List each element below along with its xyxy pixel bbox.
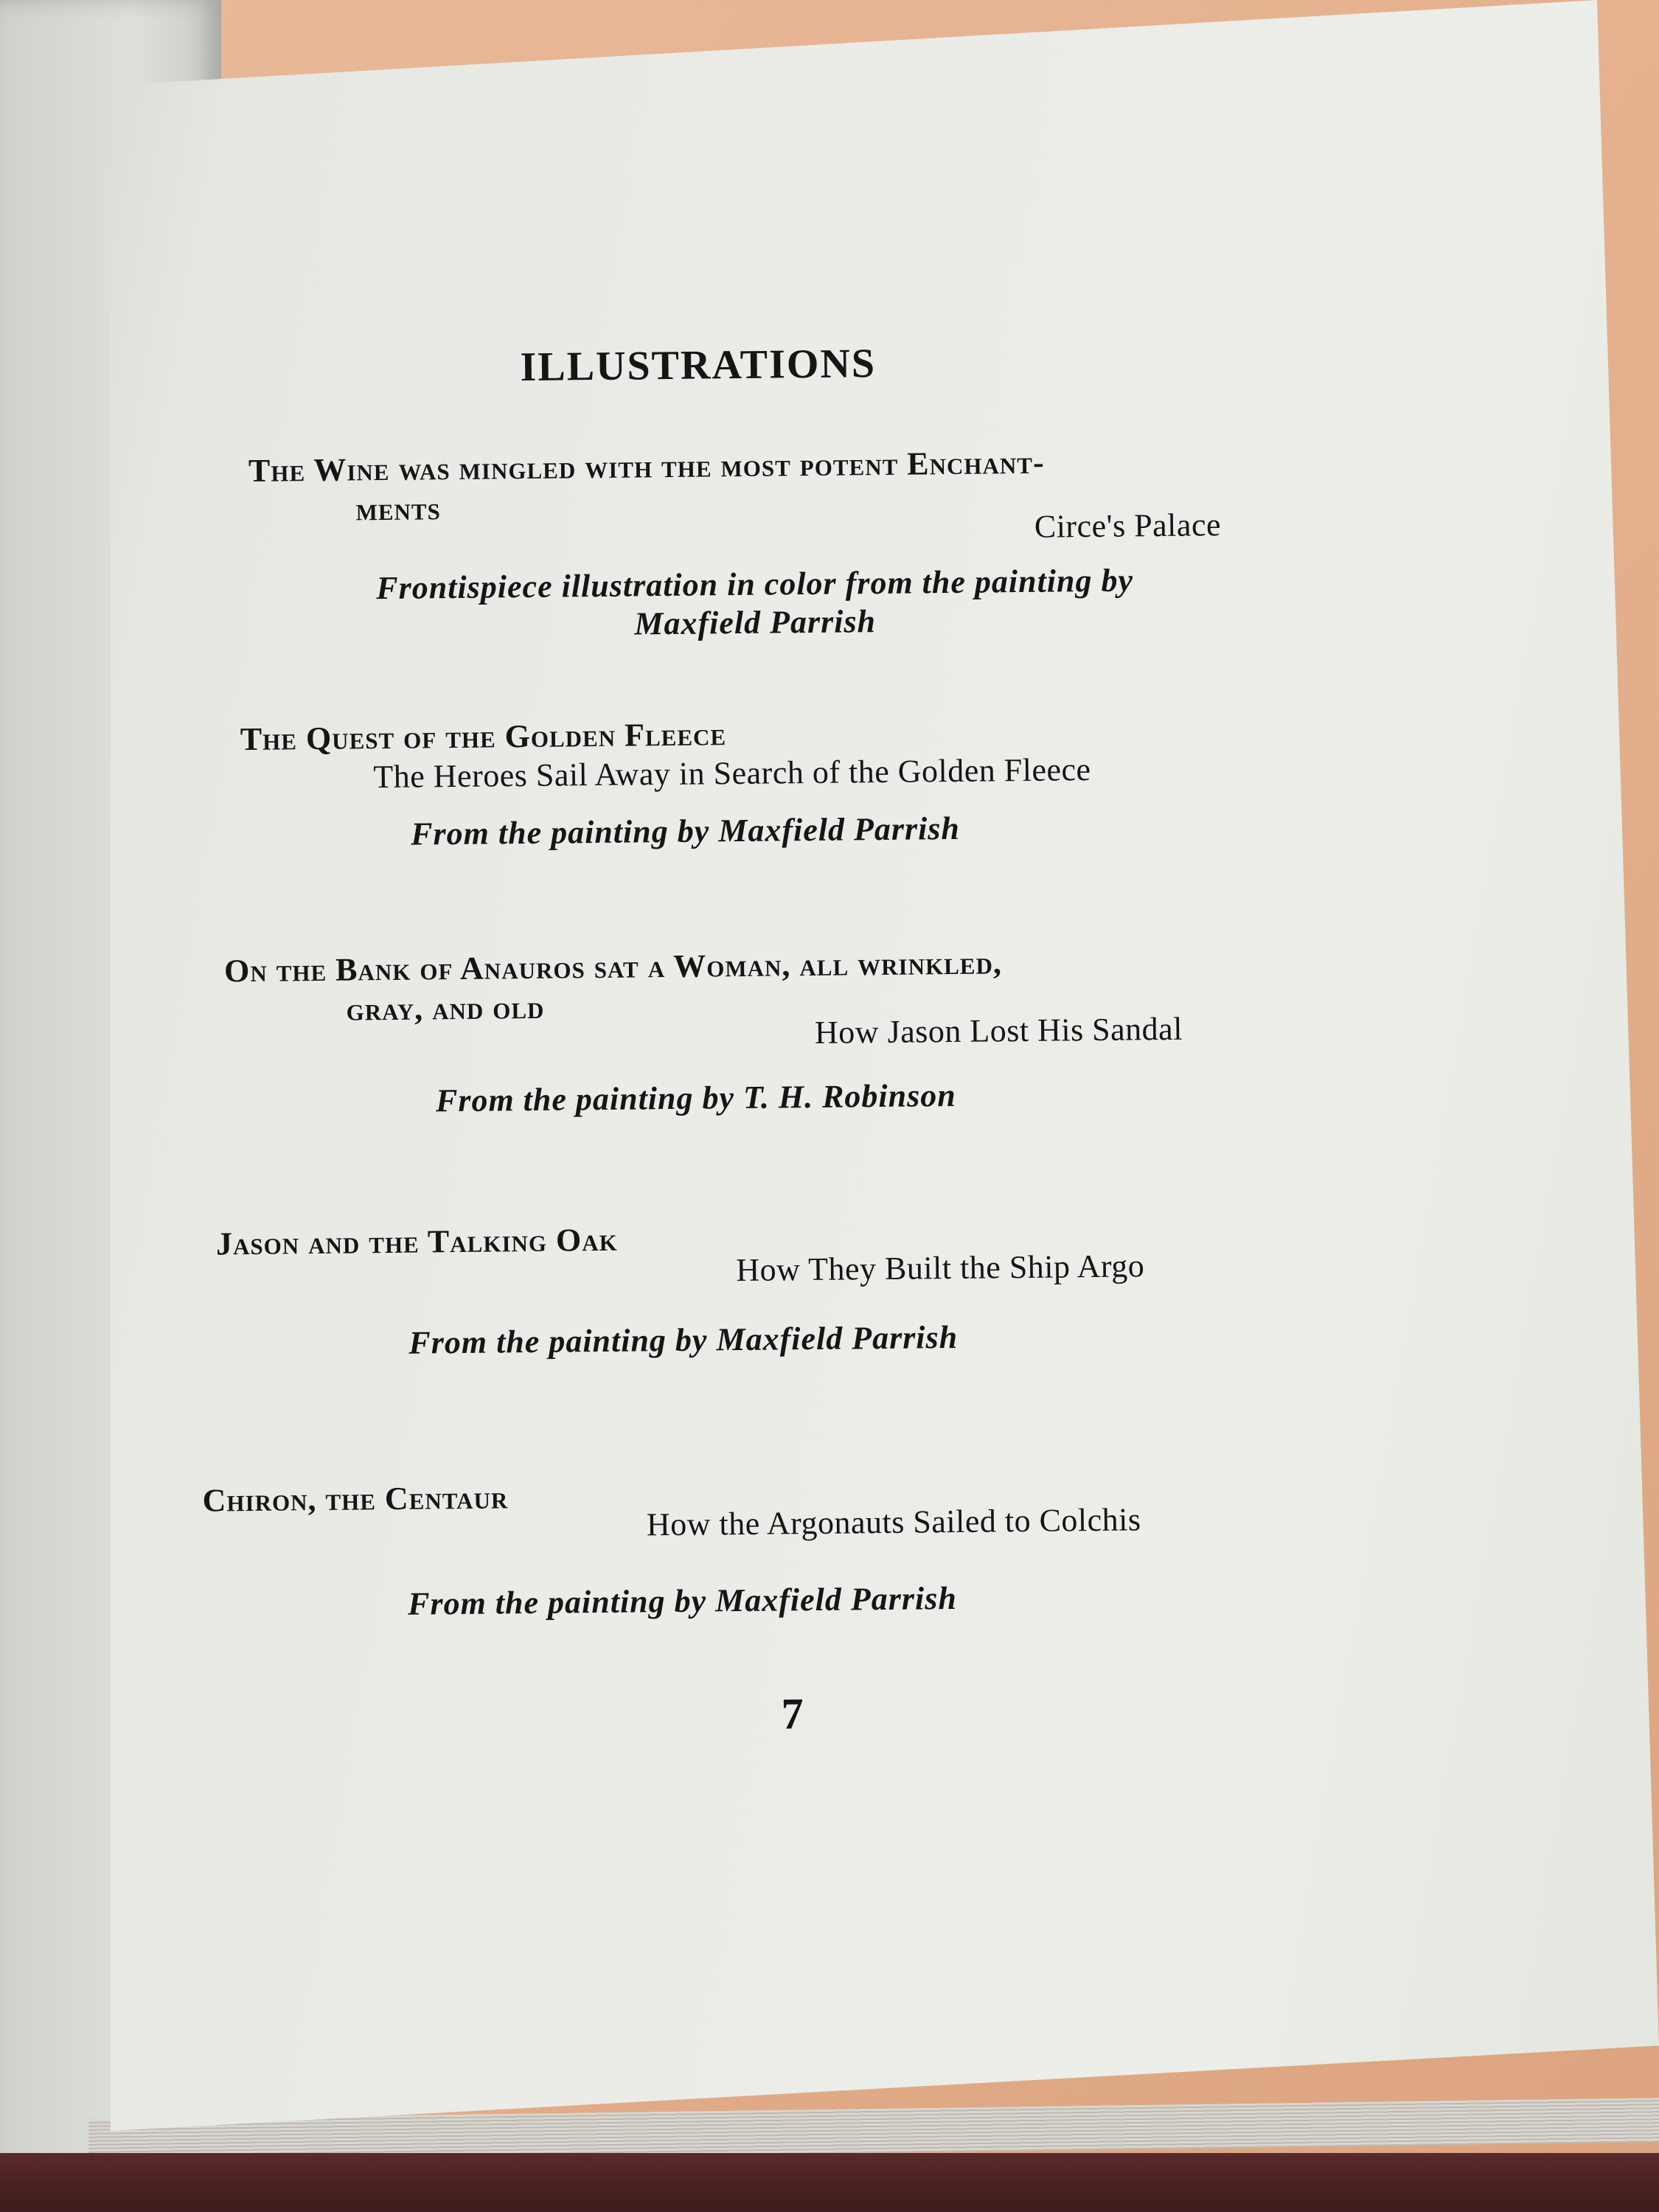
illustration-credit xyxy=(290,560,1220,647)
caption-line: On the Bank of Anauros sat a Woman, all wrinkled, xyxy=(223,945,1003,990)
caption-line: ments xyxy=(355,490,442,528)
credit-line: Maxfield Parrish xyxy=(634,603,877,642)
caption-line: The Quest of the Golden Fleece xyxy=(240,716,727,758)
credit-line: Frontispiece illustration in color from the painting by xyxy=(375,562,1134,607)
credit-line: From the painting by Maxfield Parrish xyxy=(407,1579,958,1622)
caption-line: gray, and old xyxy=(346,989,545,1028)
chapter-title: Circe's Palace xyxy=(1034,507,1222,545)
caption-line: Chiron, the Centaur xyxy=(202,1479,509,1519)
illustration-caption-continued xyxy=(346,987,544,1032)
illustration-caption xyxy=(216,1219,618,1266)
illustration-caption xyxy=(248,442,1045,493)
illustration-caption xyxy=(240,713,726,761)
chapter-title: How the Argonauts Sailed to Colchis xyxy=(646,1501,1141,1543)
credit-line: From the painting by Maxfield Parrish xyxy=(410,810,961,852)
illustration-credit xyxy=(411,807,1148,853)
chapter-title: How They Built the Ship Argo xyxy=(736,1248,1145,1289)
illustration-caption xyxy=(202,1476,508,1522)
chapter-title: How Jason Lost His Sandal xyxy=(814,1010,1183,1051)
illustration-caption xyxy=(224,942,1002,992)
illustration-caption-continued xyxy=(355,487,441,531)
illustration-credit xyxy=(408,1577,1182,1624)
credit-line: From the painting by Maxfield Parrish xyxy=(408,1318,959,1361)
caption-line: The Wine was mingled with the most potent Enchant- xyxy=(248,444,1045,489)
page-number: 7 xyxy=(781,1689,804,1739)
chapter-title: The Heroes Sail Away in Search of the Golden Fleece xyxy=(373,751,1091,796)
illustration-credit xyxy=(436,1074,1173,1120)
caption-line: Jason and the Talking Oak xyxy=(215,1221,618,1262)
page-title: ILLUSTRATIONS xyxy=(520,341,877,391)
credit-line: From the painting by T. H. Robinson xyxy=(435,1077,956,1119)
illustration-credit xyxy=(408,1316,1146,1362)
